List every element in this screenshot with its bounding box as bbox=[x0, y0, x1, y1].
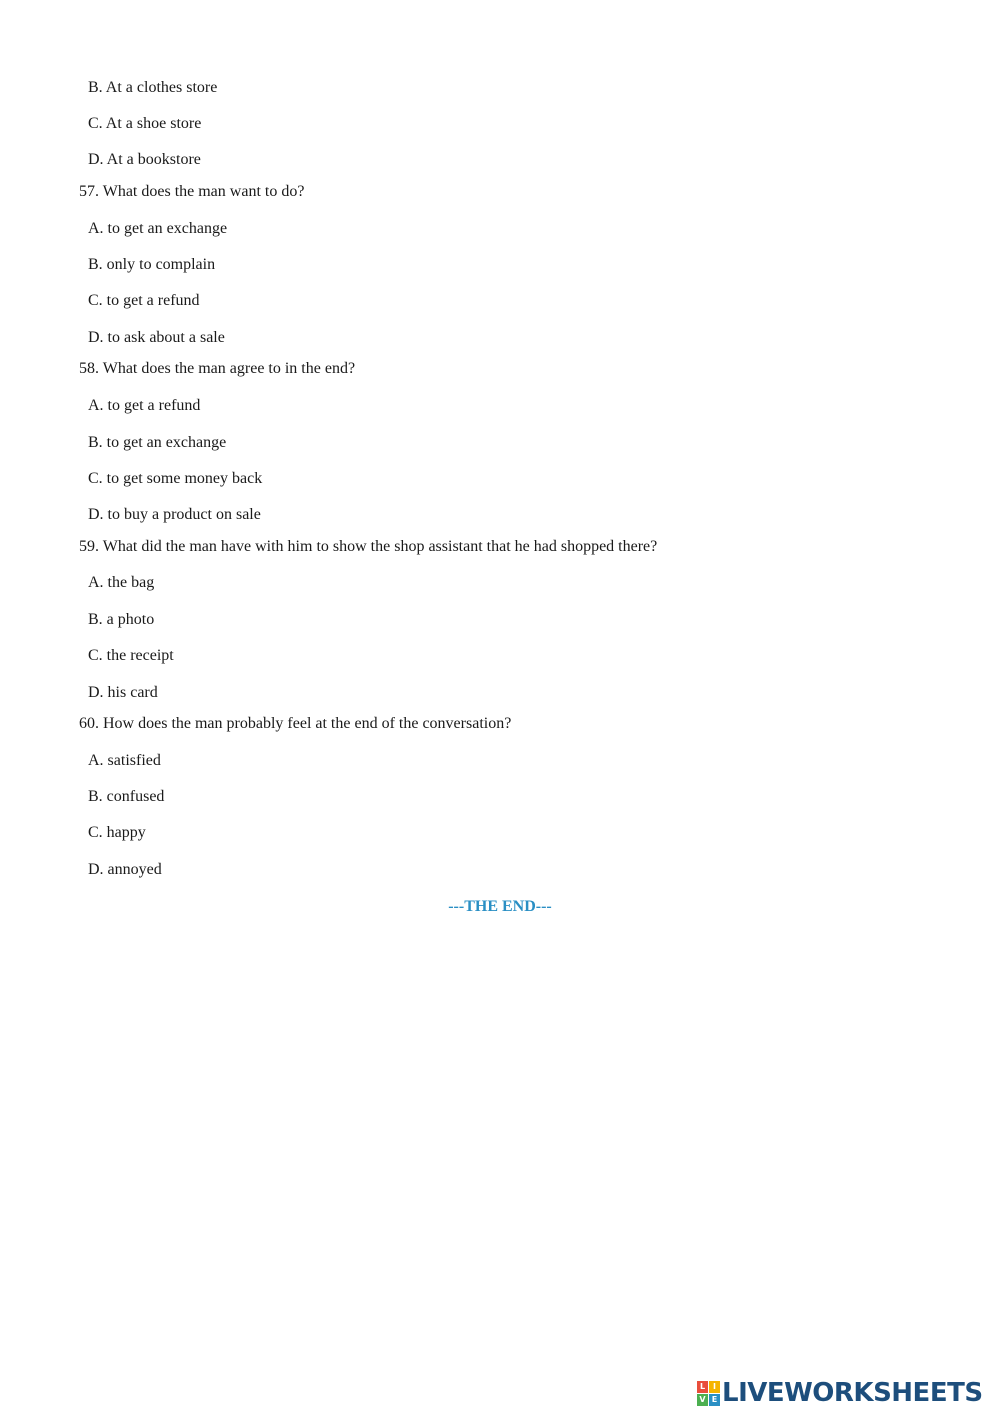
option-58-b: B. to get an exchange bbox=[88, 434, 227, 451]
logo-tile-i: I bbox=[709, 1381, 720, 1393]
option-60-d: D. annoyed bbox=[88, 861, 162, 878]
question-58: 58. What does the man agree to in the end? bbox=[79, 360, 356, 377]
option-57-c: C. to get a refund bbox=[88, 292, 200, 309]
option-59-c: C. the receipt bbox=[88, 647, 174, 664]
option-56-b: B. At a clothes store bbox=[88, 79, 218, 96]
logo-tile-l: L bbox=[697, 1381, 708, 1393]
liveworksheets-logo-icon bbox=[697, 1381, 720, 1406]
option-57-d: D. to ask about a sale bbox=[88, 329, 225, 346]
option-58-d: D. to buy a product on sale bbox=[88, 506, 261, 523]
option-59-a: A. the bag bbox=[88, 574, 155, 591]
option-58-c: C. to get some money back bbox=[88, 470, 263, 487]
option-59-b: B. a photo bbox=[88, 611, 155, 628]
question-60: 60. How does the man probably feel at the end of the conversation? bbox=[79, 715, 512, 732]
option-57-a: A. to get an exchange bbox=[88, 220, 228, 237]
option-57-b: B. only to complain bbox=[88, 256, 216, 273]
the-end-label: ---THE END--- bbox=[448, 898, 552, 915]
logo-tile-v: V bbox=[697, 1394, 708, 1406]
liveworksheets-logo-text: LIVEWORKSHEETS bbox=[722, 1378, 983, 1408]
option-60-b: B. confused bbox=[88, 788, 165, 805]
option-56-c: C. At a shoe store bbox=[88, 115, 202, 132]
option-56-d: D. At a bookstore bbox=[88, 151, 201, 168]
logo-tile-e: E bbox=[709, 1394, 720, 1406]
option-60-a: A. satisfied bbox=[88, 752, 161, 769]
question-59: 59. What did the man have with him to show the shop assistant that he had shopped there? bbox=[79, 538, 658, 555]
option-58-a: A. to get a refund bbox=[88, 397, 201, 414]
option-60-c: C. happy bbox=[88, 824, 146, 841]
question-57: 57. What does the man want to do? bbox=[79, 183, 305, 200]
liveworksheets-logo bbox=[697, 1378, 983, 1408]
option-59-d: D. his card bbox=[88, 684, 158, 701]
